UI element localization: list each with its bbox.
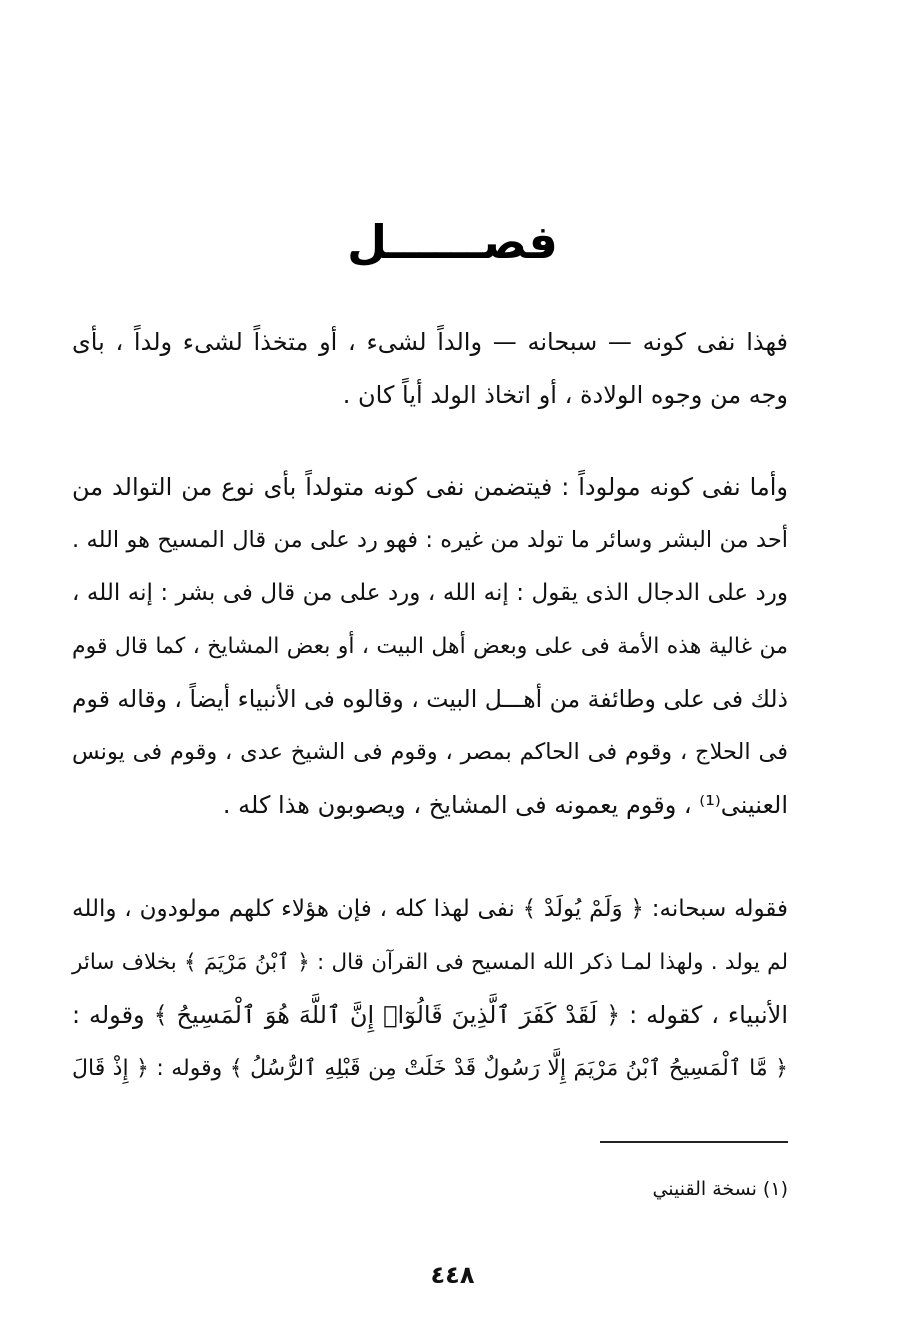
paragraph-line: العنينى⁽¹⁾ ، وقوم يعمونه فى المشايخ ، ويصوبون هذا كله . [222,791,788,819]
paragraph-3 [72,883,788,1095]
footnote-divider [600,1141,788,1143]
paragraph-line: ورد على الدجال الذى يقول : إنه الله ، ورد على من قال فى بشر : إنه الله ، [72,580,788,606]
paragraph-1 [72,316,788,422]
paragraph-line: أحد من البشر وسائر ما تولد من غيره : فهو رد على من قال المسيح هو الله . [72,527,788,553]
paragraph-line: وجه من وجوه الولادة ، أو اتخاذ الولد أياً كان . [342,381,788,409]
footnote: (١) نسخة القنيني [652,1178,788,1200]
page-number: ٤٤٨ [430,1261,475,1289]
paragraph-line: فهذا نفى كونه — سبحانه — والداً لشىء ، أو متخذاً لشىء ولداً ، بأى [72,328,788,356]
paragraph-line: فقوله سبحانه: ﴿ وَلَمْ يُولَدْ ﴾ نفى لهذا كله ، فإن هؤلاء كلهم مولودون ، والله [72,896,788,922]
paragraph-2 [72,461,788,832]
paragraph-line: الأنبياء ، كقوله : ﴿ لَقَدْ كَفَرَ ٱلَّذِينَ قَالُوٓا۟ إِنَّ ٱللَّهَ هُوَ ٱلْمَسِيحُ ﴾ وقوله : [72,1001,788,1029]
section-heading: فصــــــل [347,215,558,269]
paragraph-line: من غالية هذه الأمة فى على وبعض أهل البيت ، أو بعض المشايخ ، كما قال قوم [72,634,788,659]
paragraph-line: وأما نفى كونه مولوداً : فيتضمن نفى كونه متولداً بأى نوع من التوالد من [72,473,788,501]
paragraph-line: ﴿ مَّا ٱلْمَسِيحُ ٱبْنُ مَرْيَمَ إِلَّا رَسُولٌ قَدْ خَلَتْ مِن قَبْلِهِ ٱلرُّسُلُ ﴾ وقوله : ﴿ إِذْ قَالَ [72,1056,788,1081]
paragraph-line: ذلك فى على وطائفة من أهـــل البيت ، وقالوه فى الأنبياء أيضاً ، وقاله قوم [72,685,788,713]
paragraph-line: فى الحلاج ، وقوم فى الحاكم بمصر ، وقوم فى الشيخ عدى ، وقوم فى يونس [72,739,788,765]
paragraph-line: لم يولد . ولهذا لمـا ذكر الله المسيح فى القرآن قال : ﴿ ٱبْنُ مَرْيَمَ ﴾ بخلاف سائر [72,950,788,975]
